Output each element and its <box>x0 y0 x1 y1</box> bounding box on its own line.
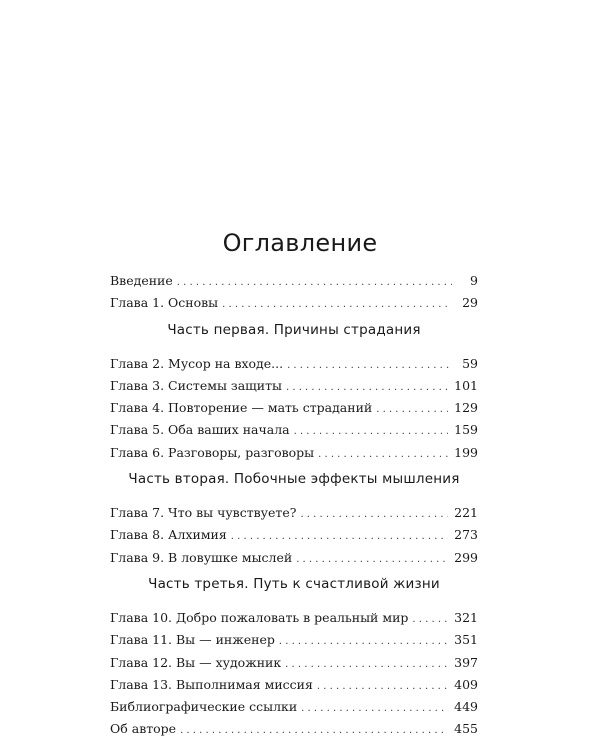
toc-entry[interactable] <box>110 397 478 419</box>
toc-entry[interactable] <box>110 547 478 569</box>
toc-entry[interactable] <box>110 353 478 375</box>
toc-entry-page: 321 <box>454 609 478 625</box>
dot-leader <box>180 720 448 742</box>
toc-entry-page: 409 <box>454 676 478 692</box>
dot-leader <box>376 399 448 421</box>
toc-entry-page: 397 <box>454 654 478 670</box>
toc-entry[interactable] <box>110 292 478 314</box>
toc-entry[interactable] <box>110 696 478 718</box>
toc-entry-label: Об авторе <box>110 721 177 737</box>
part-heading[interactable]: Часть вторая. Побочные эффекты мышления <box>128 471 460 488</box>
toc-entry[interactable] <box>110 419 478 441</box>
toc-entry-page: 351 <box>454 632 478 648</box>
toc-entry[interactable] <box>110 629 478 651</box>
toc-entry-page: 29 <box>462 295 478 311</box>
dot-leader <box>296 549 448 571</box>
toc-entry-page: 221 <box>454 505 478 521</box>
toc-entry-page: 59 <box>462 355 478 371</box>
dot-leader <box>222 294 452 316</box>
toc-entry-page: 101 <box>454 377 478 393</box>
toc-entry[interactable] <box>110 652 478 674</box>
part-heading[interactable]: Часть первая. Причины страдания <box>167 321 421 338</box>
toc-entry-label: Введение <box>110 273 173 288</box>
dot-leader <box>317 676 448 698</box>
dot-leader <box>279 631 448 653</box>
toc-entry-page: 159 <box>454 422 478 438</box>
toc-entry-page: 273 <box>454 527 478 543</box>
toc-entry-label: Глава 2. Мусор на входе... <box>110 355 284 371</box>
toc-entry-label: Глава 1. Основы <box>110 295 219 311</box>
toc-entry-label: Глава 9. В ловушке мыслей <box>110 549 293 565</box>
toc-entry-label: Глава 3. Системы защиты <box>110 377 282 393</box>
dot-leader <box>287 355 452 377</box>
toc-entry-page: 199 <box>454 444 478 460</box>
dot-leader <box>318 444 448 466</box>
toc-entry-label: Глава 13. Выполнимая миссия <box>110 676 313 692</box>
toc-title: Оглавление <box>222 229 378 257</box>
toc-entry-label: Библиографические ссылки <box>110 699 298 715</box>
dot-leader <box>177 272 452 294</box>
toc-entry-label: Глава 4. Повторение — мать страданий <box>110 400 373 416</box>
toc-entry-page: 9 <box>470 273 478 288</box>
toc-entry[interactable] <box>110 502 478 524</box>
toc-entry-label: Глава 7. Что вы чувствуете? <box>110 505 297 521</box>
toc-entry-label: Глава 5. Оба ваших начала <box>110 422 290 438</box>
toc-list <box>110 270 478 741</box>
toc-entry-label: Глава 12. Вы — художник <box>110 654 282 670</box>
dot-leader <box>300 504 448 526</box>
dot-leader <box>285 654 448 676</box>
toc-entry[interactable] <box>110 524 478 546</box>
dot-leader <box>301 698 448 720</box>
toc-entry-page: 129 <box>454 400 478 416</box>
part-heading[interactable]: Часть третья. Путь к счастливой жизни <box>148 575 440 592</box>
dot-leader <box>294 421 449 443</box>
toc-entry[interactable] <box>110 375 478 397</box>
dot-leader <box>286 377 448 399</box>
toc-entry-page: 449 <box>454 699 478 715</box>
toc-entry-label: Глава 11. Вы — инженер <box>110 632 275 648</box>
toc-entry[interactable] <box>110 607 478 629</box>
toc-entry-page: 455 <box>454 721 478 737</box>
dot-leader <box>412 609 448 631</box>
toc-entry-label: Глава 6. Разговоры, разговоры <box>110 444 315 460</box>
toc-entry[interactable] <box>110 442 478 464</box>
toc-entry-page: 299 <box>454 549 478 565</box>
toc-entry-label: Глава 8. Алхимия <box>110 527 227 543</box>
toc-entry[interactable] <box>110 270 478 292</box>
toc-entry-label: Глава 10. Добро пожаловать в реальный мир <box>110 609 409 625</box>
toc-entry[interactable] <box>110 674 478 696</box>
toc-entry[interactable] <box>110 718 478 740</box>
dot-leader <box>231 526 448 548</box>
